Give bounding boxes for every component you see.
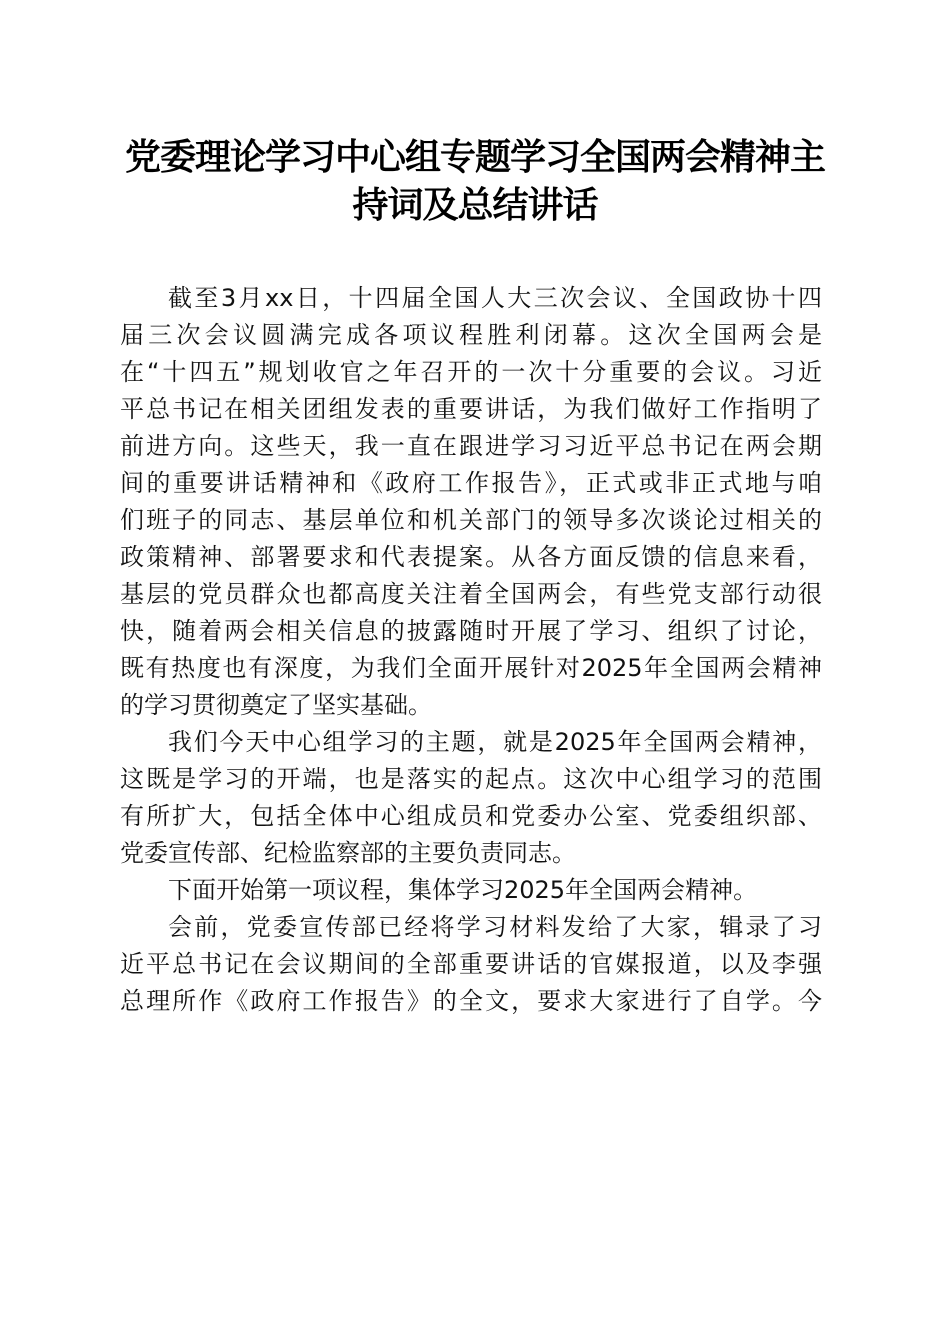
document-title <box>100 133 850 229</box>
text-line: 在“十四五”规划收官之年召开的一次十分重要的会议。习近 <box>120 358 822 386</box>
text-line: 下面开始第一项议程，集体学习2025年全国两会精神。 <box>168 876 758 904</box>
document-body <box>120 280 830 1020</box>
title-line-2: 持词及总结讲话 <box>352 184 598 226</box>
text-line: 政策精神、部署要求和代表提案。从各方面反馈的信息来看， <box>120 543 822 571</box>
text-line: 们班子的同志、基层单位和机关部门的领导多次谈论过相关的 <box>120 506 822 534</box>
text-line: 的学习贯彻奠定了坚实基础。 <box>120 691 432 719</box>
text-line: 有所扩大，包括全体中心组成员和党委办公室、党委组织部、 <box>120 802 822 830</box>
text-line: 这既是学习的开端，也是落实的起点。这次中心组学习的范围 <box>120 765 822 793</box>
text-line: 间的重要讲话精神和《政府工作报告》，正式或非正式地与咱 <box>120 469 822 497</box>
title-line-1: 党委理论学习中心组专题学习全国两会精神主 <box>124 136 825 178</box>
paragraph-4 <box>120 909 830 1020</box>
text-line: 我们今天中心组学习的主题，就是2025年全国两会精神， <box>168 728 822 756</box>
text-line: 既有热度也有深度，为我们全面开展针对2025年全国两会精神 <box>120 654 822 682</box>
text-line: 届三次会议圆满完成各项议程胜利闭幕。这次全国两会是 <box>120 321 822 349</box>
text-line: 快，随着两会相关信息的披露随时开展了学习、组织了讨论， <box>120 617 822 645</box>
text-line: 截至3月xx日，十四届全国人大三次会议、全国政协十四 <box>168 284 822 312</box>
text-line: 平总书记在相关团组发表的重要讲话，为我们做好工作指明了 <box>120 395 822 423</box>
text-line: 会前，党委宣传部已经将学习材料发给了大家，辑录了习 <box>168 913 822 941</box>
paragraph-1 <box>120 280 830 724</box>
text-line: 前进方向。这些天，我一直在跟进学习习近平总书记在两会期 <box>120 432 822 460</box>
text-line: 近平总书记在会议期间的全部重要讲话的官媒报道，以及李强 <box>120 950 822 978</box>
text-line: 基层的党员群众也都高度关注着全国两会，有些党支部行动很 <box>120 580 822 608</box>
paragraph-2 <box>120 724 830 872</box>
paragraph-3 <box>120 872 830 909</box>
text-line: 党委宣传部、纪检监察部的主要负责同志。 <box>120 839 576 867</box>
text-line: 总理所作《政府工作报告》的全文，要求大家进行了自学。今 <box>120 987 822 1015</box>
